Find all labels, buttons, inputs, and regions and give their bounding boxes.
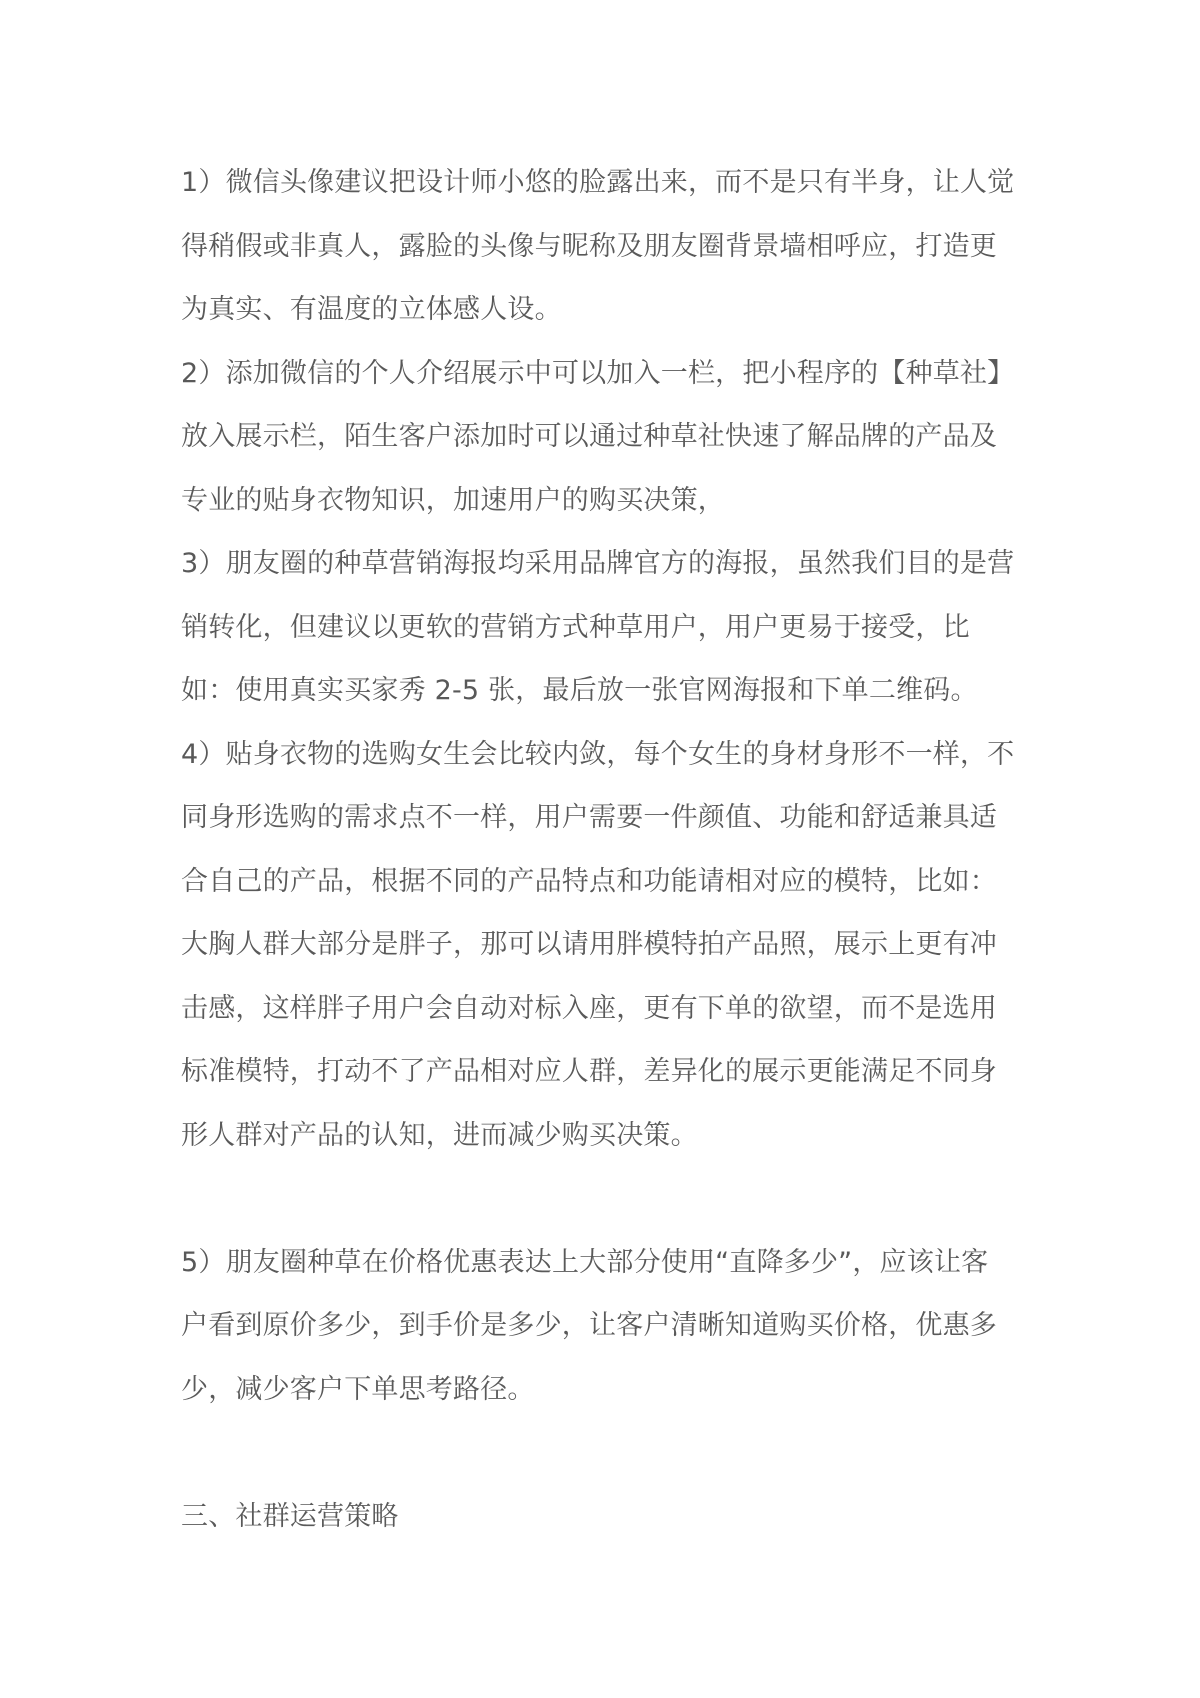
section-heading: 三、社群运营策略	[181, 1500, 399, 1532]
text-line: 户看到原价多少，到手价是多少，让客户清晰知道购买价格，优惠多	[181, 1310, 997, 1341]
text-line: 少，减少客户下单思考路径。	[181, 1373, 535, 1405]
blank-line	[181, 1421, 1033, 1485]
text-line: 同身形选购的需求点不一样，用户需要一件颜值、功能和舒适兼具适	[181, 802, 997, 833]
paragraph-5	[181, 1231, 1033, 1422]
text-line: 标准模特，打动不了产品相对应人群，差异化的展示更能满足不同身	[181, 1056, 997, 1087]
document-body	[181, 151, 1033, 1548]
paragraph-1	[181, 151, 1033, 342]
text-line: 合自己的产品，根据不同的产品特点和功能请相对应的模特，比如：	[181, 865, 997, 897]
text-line: 1）微信头像建议把设计师小悠的脸露出来，而不是只有半身，让人觉	[181, 167, 1015, 198]
text-line: 专业的贴身衣物知识，加速用户的购买决策，	[181, 484, 725, 516]
text-line: 得稍假或非真人，露脸的头像与昵称及朋友圈背景墙相呼应，打造更	[181, 230, 997, 262]
text-line: 大胸人群大部分是胖子，那可以请用胖模特拍产品照，展示上更有冲	[181, 929, 997, 960]
text-line: 销转化，但建议以更软的营销方式种草用户，用户更易于接受，比	[181, 611, 970, 643]
text-line: 5）朋友圈种草在价格优惠表达上大部分使用“直降多少”，应该让客	[181, 1246, 989, 1278]
paragraph-3	[181, 532, 1033, 723]
text-line: 2）添加微信的个人介绍展示中可以加入一栏，把小程序的【种草社】	[181, 357, 1015, 389]
text-line: 放入展示栏，陌生客户添加时可以通过种草社快速了解品牌的产品及	[181, 421, 997, 452]
text-line: 为真实、有温度的立体感人设。	[181, 294, 562, 325]
text-line: 形人群对产品的认知，进而减少购买决策。	[181, 1119, 698, 1151]
text-line: 4）贴身衣物的选购女生会比较内敛，每个女生的身材身形不一样，不	[181, 738, 1015, 770]
blank-line	[181, 1167, 1033, 1231]
text-line: 击感，这样胖子用户会自动对标入座，更有下单的欲望，而不是选用	[181, 992, 997, 1024]
text-line: 3）朋友圈的种草营销海报均采用品牌官方的海报，虽然我们目的是营	[181, 548, 1015, 579]
text-line: 如：使用真实买家秀 2-5 张，最后放一张官网海报和下单二维码。	[181, 675, 978, 706]
paragraph-2	[181, 342, 1033, 533]
paragraph-4	[181, 723, 1033, 1168]
